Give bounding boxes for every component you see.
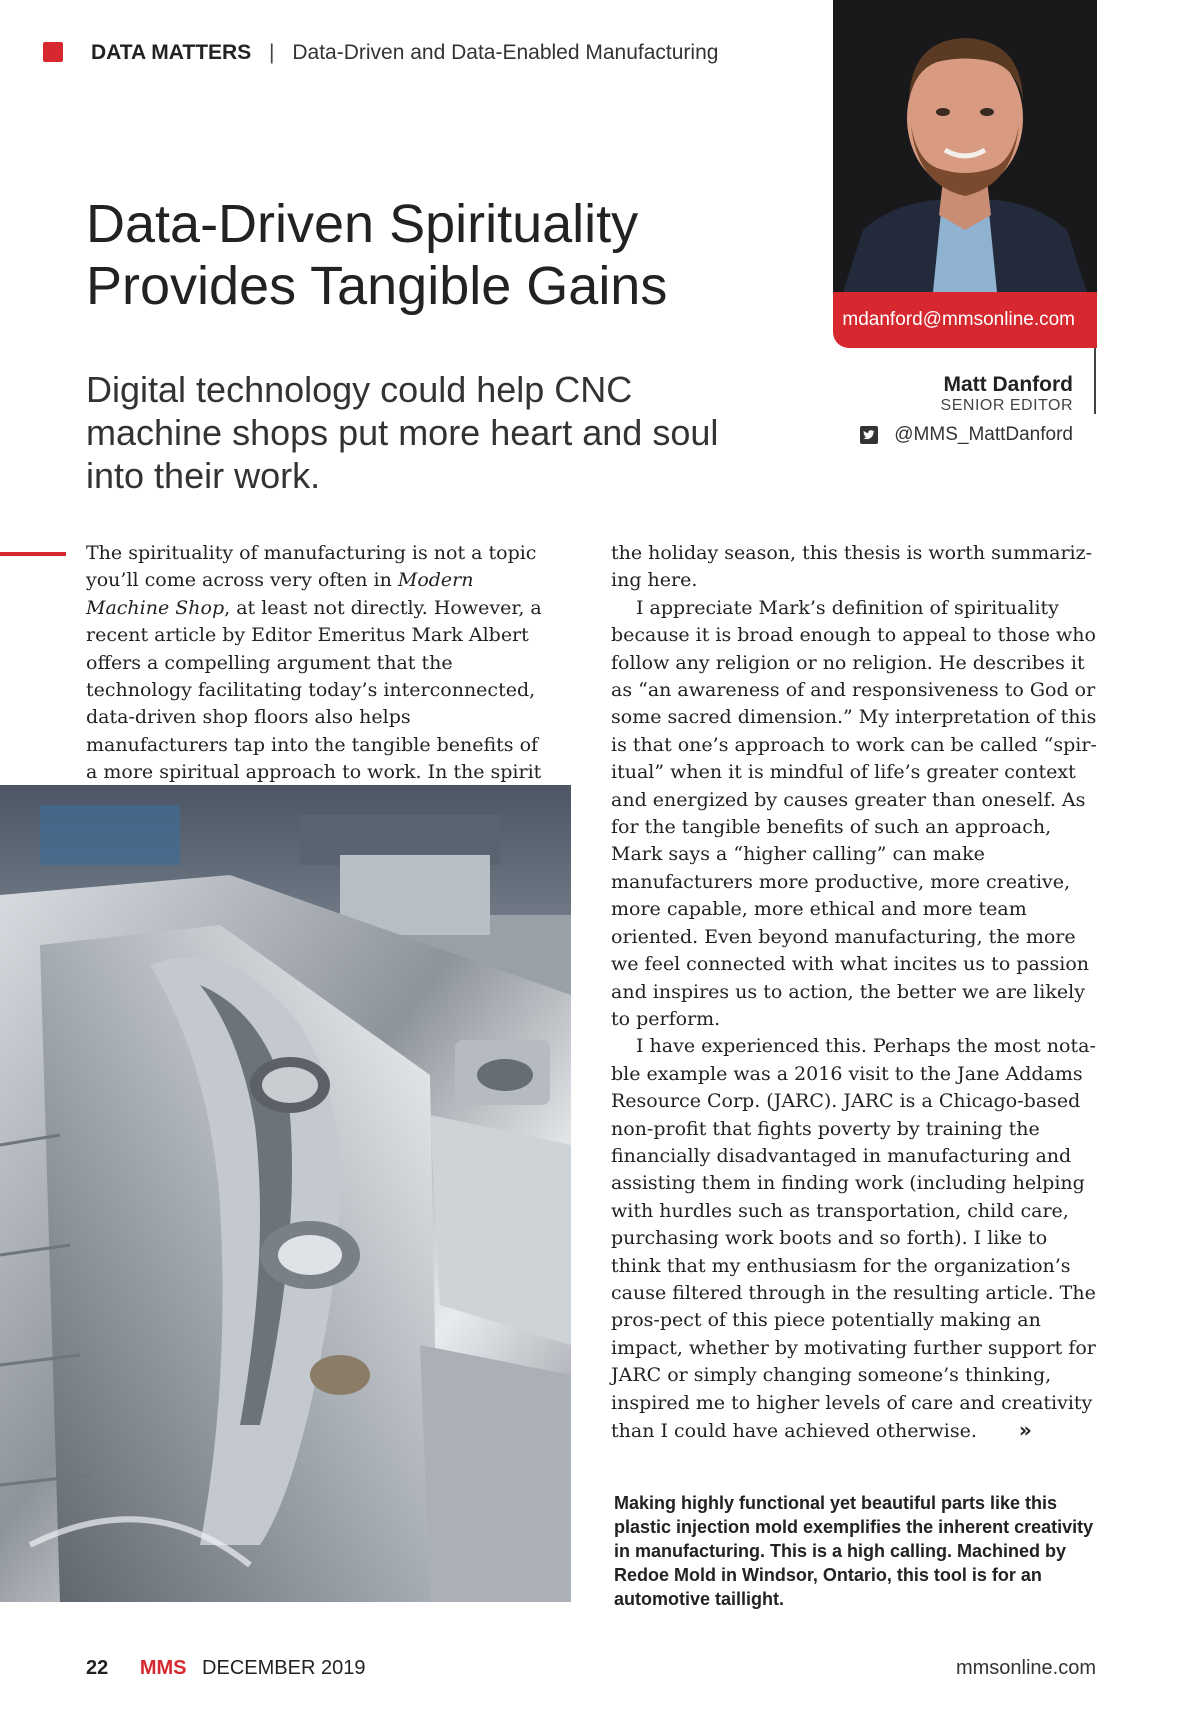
column-accent-rule bbox=[0, 552, 66, 556]
body-column-2 bbox=[611, 540, 1099, 1445]
header-separator: | bbox=[269, 41, 275, 64]
twitter-icon bbox=[860, 426, 878, 444]
author-role: SENIOR EDITOR bbox=[940, 397, 1073, 414]
article-title-line-2: Provides Tangible Gains bbox=[86, 256, 668, 316]
body-paragraph: I appreciate Mark’s definition of spirituality because it is broad enough to appeal to those who follow any religion or no religion. He describes it as “an awareness of and responsiveness to God or some sacred dimension.” My interpretation of this is that one’s approach to work can be called “spir-itual” when it is mindful of life’s greater context and energized by causes greater than oneself. As for the tangible benefits of such an approach, Mark says a “higher calling” can make manufacturers more productive, more creative, more capable, more ethical and more team oriented. Even beyond manufacturing, the more we feel connected with what incites us to passion and inspires us to action, the better we are likely to perform. bbox=[611, 596, 1097, 1030]
footer-website[interactable]: mmsonline.com bbox=[955, 1657, 1096, 1679]
body-paragraph: I have experienced this. Perhaps the most nota-ble example was a 2016 visit to the Jane Addams Resource Corp. (JARC). JARC is a Chicago-based non-profit that fights poverty by training the financially disadvantaged in manufacturing and assisting them in finding work (including helping with hurdles such as transportation, child care, purchasing work boots and so forth). I like to think that my enthusiasm for the organization’s cause filtered through in the resulting article. The pros-pect of this piece potentially making an impact, whether by motivating further support for JARC or simply changing someone’s thinking, inspired me to higher levels of care and creativity than I could have achieved otherwise. » bbox=[611, 1035, 1096, 1442]
continue-arrow-icon: » bbox=[1018, 1418, 1032, 1442]
body-column-1 bbox=[86, 540, 551, 814]
twitter-handle: @MMS_MattDanford bbox=[894, 424, 1073, 445]
section-name: DATA MATTERS bbox=[91, 41, 252, 64]
section-header bbox=[91, 41, 718, 65]
article-photo bbox=[0, 785, 571, 1602]
author-twitter[interactable] bbox=[860, 424, 1073, 446]
body-paragraph: The spirituality of manufacturing is not a topic you’ll come across very often in Modern Machine Shop, at least not directly. However, a recent article by Editor Emeritus Mark Albert offers a compelling argument that the technology facilitating today’s interconnected, data-driven shop floors also helps manufacturers tap into the tangible benefits of a more spiritual approach to work. In the spirit bbox=[86, 542, 542, 784]
body-paragraph: the holiday season, this thesis is worth summariz-ing here. bbox=[611, 542, 1093, 592]
issue-date: DECEMBER 2019 bbox=[202, 1657, 366, 1679]
author-divider bbox=[1094, 348, 1096, 414]
article-title bbox=[86, 193, 806, 317]
author-email[interactable]: mdanford@mmsonline.com bbox=[833, 292, 1097, 348]
author-photo bbox=[833, 0, 1097, 292]
photo-caption: Making highly functional yet beautiful parts like this plastic injection mold exemplifies the inherent creativity in manufacturing. This is a high calling. Machined by Redoe Mold in Windsor, Ontario, this tool is for an automotive taillight. bbox=[614, 1493, 1094, 1609]
page-number: 22 bbox=[86, 1657, 109, 1679]
magazine-logo: MMS bbox=[139, 1657, 187, 1679]
author-name: Matt Danford bbox=[943, 373, 1073, 396]
article-dek: Digital technology could help CNC machine shops put more heart and soul into their work. bbox=[86, 369, 719, 496]
section-subtitle: Data-Driven and Data-Enabled Manufacturing bbox=[292, 41, 719, 64]
footer-left bbox=[86, 1657, 365, 1680]
publication-name: Modern Machine Shop bbox=[86, 569, 474, 619]
section-marker-square bbox=[43, 42, 63, 62]
article-title-line-1: Data-Driven Spirituality bbox=[86, 194, 639, 254]
